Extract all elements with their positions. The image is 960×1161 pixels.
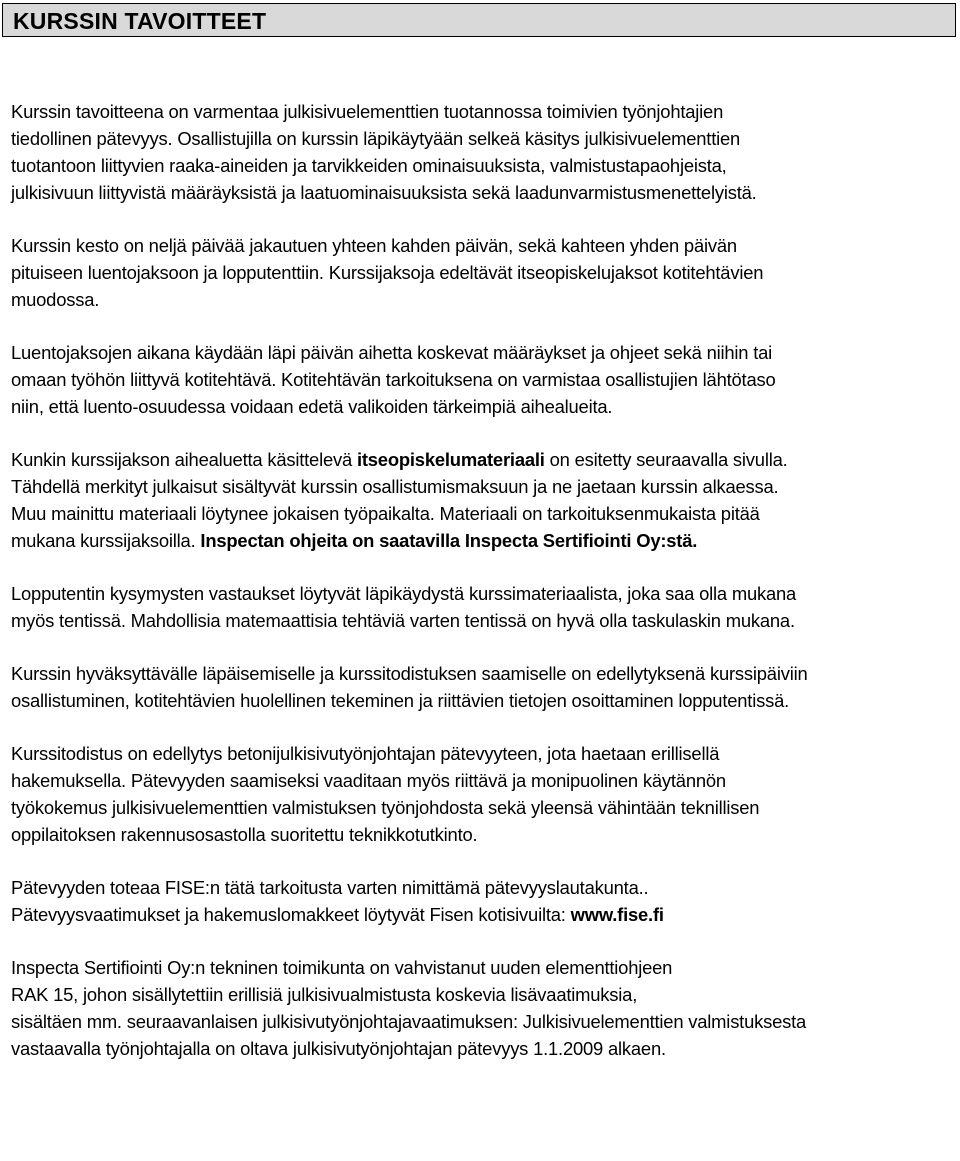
paragraph-lecture-periods [11,339,956,420]
text-run: on esitetty seuraavalla sivulla. [544,449,788,470]
text-line: Pätevyyden toteaa FISE:n tätä tarkoitusta varten nimittämä pätevyyslautakunta.. [11,877,649,898]
text-line: Luentojaksojen aikana käydään läpi päivän aihetta koskevat määräykset ja ohjeet sekä niihin tai [11,342,773,363]
text-line: Kurssin kesto on neljä päivää jakautuen yhteen kahden päivän, sekä kahteen yhden päivän [11,235,737,256]
text-line: Kurssin tavoitteena on varmentaa julkisivuelementtien tuotannossa toimivien työnjohtajien [11,101,724,122]
text-line: muodossa. [11,289,100,310]
text-line: Lopputentin kysymysten vastaukset löytyvät läpikäydystä kurssimateriaalista, joka saa olla mukana [11,583,797,604]
document-body [11,98,956,1088]
section-heading-box [2,3,956,37]
paragraph-passing-requirements [11,660,956,714]
paragraph-course-goals [11,98,956,206]
text-run: Pätevyysvaatimukset ja hakemuslomakkeet löytyvät Fisen kotisivuilta: [11,904,571,925]
bold-text-self-study-material: itseopiskelumateriaali [356,449,545,470]
text-line: omaan työhön liittyvä kotitehtävä. Kotitehtävän tarkoituksena on varmistaa osallistujien lähtötaso [11,369,776,390]
text-line: vastaavalla työnjohtajalla on oltava julkisivutyönjohtajan pätevyys 1.1.2009 alkaen. [11,1038,666,1059]
paragraph-final-exam [11,580,956,634]
paragraph-inspecta-rak15 [11,954,956,1062]
text-line: hakemuksella. Pätevyyden saamiseksi vaaditaan myös riittävä ja monipuolinen käytännön [11,770,726,791]
paragraph-course-duration [11,232,956,313]
text-line: myös tentissä. Mahdollisia matemaattisia tehtäviä varten tentissä on hyvä olla taskulaskin mukana. [11,610,795,631]
text-line: julkisivuun liittyvistä määräyksistä ja laatuominaisuuksista sekä laadunvarmistusmenettelyistä. [11,182,757,203]
paragraph-certificate [11,740,956,848]
text-line: RAK 15, johon sisällytettiin erillisiä julkisivualmistusta koskevia lisävaatimuksia, [11,984,638,1005]
paragraph-study-material [11,446,956,554]
bold-text-inspecta-guidelines: Inspectan ohjeita on saatavilla Inspecta Sertifiointi Oy:stä. [200,530,698,551]
fise-website-link[interactable]: www.fise.fi [570,904,664,925]
text-line [11,527,956,554]
text-run: mukana kurssijaksoilla. [11,530,201,551]
text-line: tiedollinen pätevyys. Osallistujilla on kurssin läpikäytyään selkeä käsitys julkisivuelementtien [11,128,741,149]
text-line [11,446,956,473]
text-line: tuotantoon liittyvien raaka-aineiden ja tarvikkeiden ominaisuuksista, valmistustapaohjeista, [11,155,727,176]
paragraph-fise [11,874,956,928]
text-line: niin, että luento-osuudessa voidaan edetä valikoiden tärkeimpiä aihealueita. [11,396,613,417]
text-run: Kunkin kurssijakson aihealuetta käsittelevä [11,449,357,470]
text-line: osallistuminen, kotitehtävien huolellinen tekeminen ja riittävien tietojen osoittaminen lopputentissä. [11,690,790,711]
section-heading: KURSSIN TAVOITTEET [13,8,267,34]
text-line: pituiseen luentojaksoon ja lopputenttiin. Kurssijaksoja edeltävät itseopiskelujaksot kotitehtävien [11,262,764,283]
text-line: sisältäen mm. seuraavanlaisen julkisivutyönjohtajavaatimuksen: Julkisivuelementtien valmistuksesta [11,1011,807,1032]
text-line: Inspecta Sertifiointi Oy:n tekninen toimikunta on vahvistanut uuden elementtiohjeen [11,957,673,978]
text-line: Kurssitodistus on edellytys betonijulkisivutyönjohtajan pätevyyteen, jota haetaan erillisellä [11,743,720,764]
text-line [11,901,956,928]
text-line: Muu mainittu materiaali löytynee jokaisen työpaikalta. Materiaali on tarkoituksenmukaista pitää [11,503,760,524]
text-line: Tähdellä merkityt julkaisut sisältyvät kurssin osallistumismaksuun ja ne jaetaan kurssin alkaessa. [11,476,779,497]
text-line: työkokemus julkisivuelementtien valmistuksen työnjohdosta sekä yleensä vähintään teknillisen [11,797,760,818]
text-line: oppilaitoksen rakennusosastolla suoritettu teknikkotutkinto. [11,824,478,845]
text-line: Kurssin hyväksyttävälle läpäisemiselle ja kurssitodistuksen saamiselle on edellytyksenä kurssipäiviin [11,663,808,684]
